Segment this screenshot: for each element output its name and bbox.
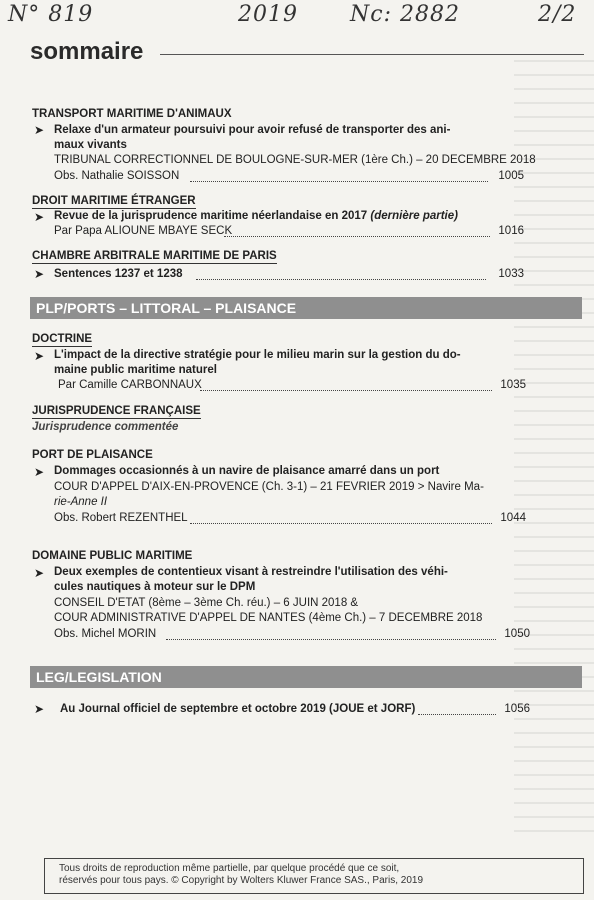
handwritten-year: 2019: [238, 2, 298, 27]
dot-leader: [200, 390, 492, 391]
item-leg: Au Journal officiel de septembre et octobre 2019 (JOUE et JORF): [60, 703, 416, 715]
court-dpm-line1: CONSEIL D'ETAT (8ème – 3ème Ch. réu.) – 6 JUIN 2018 &: [54, 597, 359, 609]
item-plaisance: Dommages occasionnés à un navire de plaisance amarré dans un port: [54, 465, 440, 477]
page-number-plaisance: 1044: [500, 512, 526, 524]
arrowhead-icon: ➤: [34, 210, 45, 224]
item-arbitrale: Sentences 1237 et 1238: [54, 268, 183, 280]
bleed-through-texture: [514, 60, 594, 840]
item-doctrine-line1: L'impact de la directive stratégie pour le milieu marin sur la gestion du do-: [54, 349, 461, 361]
dot-leader: [418, 714, 496, 715]
page-number-dpm: 1050: [504, 628, 530, 640]
title-rule: [160, 54, 584, 55]
heading-arbitrale: CHAMBRE ARBITRALE MARITIME DE PARIS: [32, 250, 277, 262]
court-plaisance-line2: rie-Anne II: [54, 496, 108, 508]
arrowhead-icon: ➤: [34, 349, 45, 363]
handwritten-fraction: 2/2: [538, 2, 577, 27]
page-number-doctrine: 1035: [500, 379, 526, 391]
heading-dpm: DOMAINE PUBLIC MARITIME: [32, 550, 193, 562]
handwritten-nc: Nc: 2882: [350, 2, 460, 27]
heading-animaux: TRANSPORT MARITIME D'ANIMAUX: [32, 108, 232, 120]
page-number-etranger: 1016: [498, 225, 524, 237]
court-plaisance-line1: COUR D'APPEL D'AIX-EN-PROVENCE (Ch. 3-1) – 21 FEVRIER 2019 > Navire Ma-: [54, 481, 484, 493]
page-number-animaux: 1005: [498, 170, 524, 182]
copyright-box: [44, 858, 584, 894]
item-animaux-line2: maux vivants: [54, 139, 127, 151]
arrowhead-icon: ➤: [34, 267, 45, 281]
arrowhead-icon: ➤: [34, 702, 45, 716]
dot-leader: [166, 639, 496, 640]
heading-doctrine: DOCTRINE: [32, 333, 93, 345]
heading-plaisance: PORT DE PLAISANCE: [32, 449, 153, 461]
arrowhead-icon: ➤: [34, 465, 45, 479]
page-title: sommaire: [30, 38, 144, 65]
arrowhead-icon: ➤: [34, 566, 45, 580]
author-etranger: Par Papa ALIOUNE MBAYE SECK: [54, 225, 233, 237]
dot-leader: [196, 279, 486, 280]
heading-etranger: DROIT MARITIME ÉTRANGER: [32, 195, 196, 207]
obs-animaux: Obs. Nathalie SOISSON: [54, 170, 180, 182]
copyright-line2: réservés pour tous pays. © Copyright by Wolters Kluwer France SAS., Paris, 2019: [59, 875, 424, 886]
author-doctrine: Par Camille CARBONNAUX: [58, 379, 202, 391]
dot-leader: [190, 523, 492, 524]
obs-dpm: Obs. Michel MORIN: [54, 628, 157, 640]
item-doctrine-line2: maine public maritime naturel: [54, 364, 217, 376]
item-dpm-line2: cules nautiques à moteur sur le DPM: [54, 581, 256, 593]
item-etranger: Revue de la jurisprudence maritime néerlandaise en 2017 (dernière partie): [54, 210, 458, 222]
section-band-plp: PLP/PORTS – LITTORAL – PLAISANCE: [30, 297, 582, 319]
heading-jurisprudence: JURISPRUDENCE FRANÇAISE: [32, 405, 201, 417]
obs-plaisance: Obs. Robert REZENTHEL: [54, 512, 188, 524]
item-dpm-line1: Deux exemples de contentieux visant à restreindre l'utilisation des véhi-: [54, 566, 448, 578]
dot-leader: [190, 181, 488, 182]
handwritten-number: N° 819: [8, 2, 94, 27]
page-number-leg: 1056: [504, 703, 530, 715]
page-number-arbitrale: 1033: [498, 268, 524, 280]
copyright-line1: Tous droits de reproduction même partielle, par quelque procédé que ce soit,: [59, 863, 400, 874]
court-dpm-line2: COUR ADMINISTRATIVE D'APPEL DE NANTES (4ème Ch.) – 7 DECEMBRE 2018: [54, 612, 483, 624]
arrowhead-icon: ➤: [34, 123, 45, 137]
item-animaux-line1: Relaxe d'un armateur poursuivi pour avoir refusé de transporter des ani-: [54, 124, 451, 136]
dot-leader: [224, 236, 490, 237]
sub-jurisprudence: Jurisprudence commentée: [32, 421, 179, 433]
section-band-leg: LEG/LEGISLATION: [30, 666, 582, 688]
court-animaux: TRIBUNAL CORRECTIONNEL DE BOULOGNE-SUR-MER (1ère Ch.) – 20 DECEMBRE 2018: [54, 154, 536, 166]
